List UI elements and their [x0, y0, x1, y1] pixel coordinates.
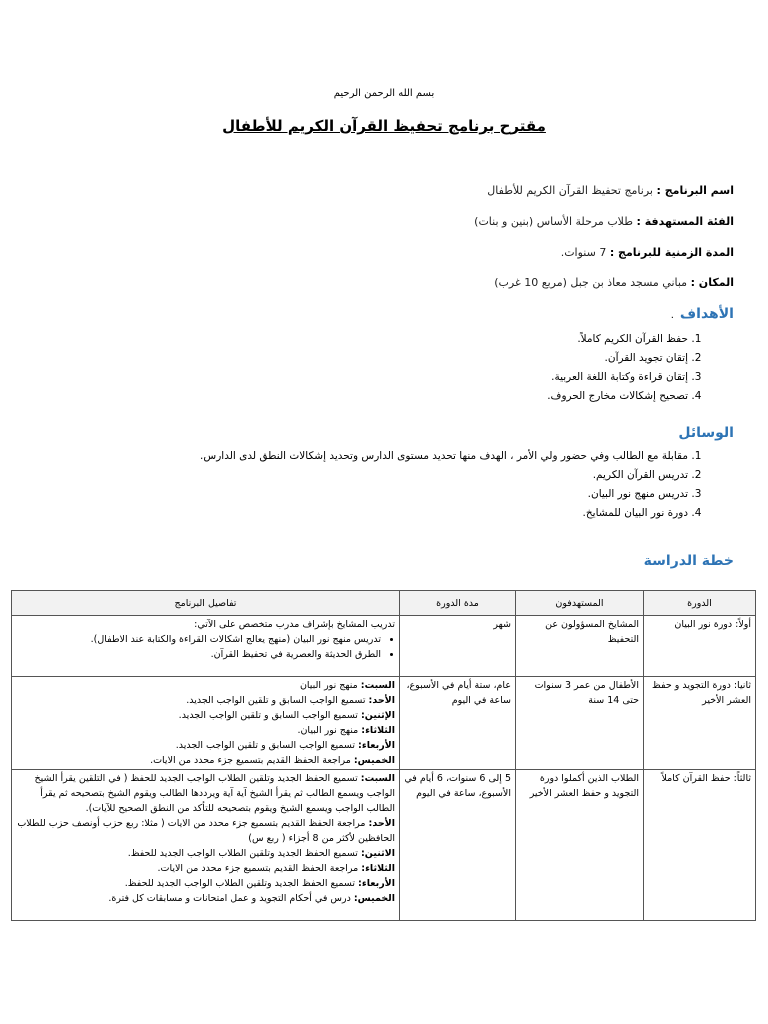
- program-name-value: برنامج تحفيظ القرآن الكريم للأطفال: [487, 184, 653, 197]
- target-group-label: الفئة المستهدفة :: [636, 215, 734, 228]
- goals-list: [40, 330, 708, 406]
- study-plan-table: [11, 590, 756, 921]
- table-header-row: [12, 591, 756, 616]
- day-text: درس في أحكام التجويد و عمل امتحانات و مسابقات كل فترة.: [108, 893, 351, 904]
- duration-cell: عام، ستة أيام في الأسبوع، ساعة في اليوم: [400, 677, 516, 770]
- details-cell: [12, 616, 400, 677]
- place-label: المكان :: [690, 276, 734, 289]
- list-item: • الطرق الحديثة والعصرية في تحفيظ القرآن.: [16, 647, 381, 662]
- day-label: الخميس:: [353, 755, 395, 766]
- day-label: الخميس:: [353, 893, 395, 904]
- list-item: 2. إتقان تجويد القرآن.: [40, 349, 688, 368]
- day-text: مراجعة الحفظ القديم بتسميع جزء محدد من الايات ( مثلا: ربع حزب أونصف حزب للطلاب الحافظين لأكثر من 8 أجزاء ( ربع س): [17, 818, 395, 844]
- schedule-line: [16, 723, 395, 738]
- schedule-line: [16, 816, 395, 846]
- program-name-line: [40, 184, 734, 197]
- table-row: [12, 770, 756, 921]
- document-title: مقترح برنامج تحفيظ القرآن الكريم للأطفال: [222, 117, 546, 135]
- column-header: الدورة: [644, 591, 756, 616]
- day-text: تسميع الحفظ الجديد وتلقين الطلاب الواجب الجديد للحفظ.: [124, 878, 356, 889]
- day-label: الإثنين:: [360, 710, 395, 721]
- list-item: 1. مقابلة مع الطالب وفي حضور ولي الأمر ، الهدف منها تحديد مستوى الدارس وتحديد إشكالات النطق لدى الدارس.: [40, 447, 688, 466]
- day-text: منهج نور البيان: [299, 680, 358, 691]
- schedule-line: [16, 708, 395, 723]
- list-item: 3. تدريس منهج نور البيان.: [40, 485, 688, 504]
- day-label: الأحد:: [368, 695, 395, 706]
- duration-cell: شهر: [400, 616, 516, 677]
- details-bullets: [16, 632, 395, 662]
- study-plan-heading: خطة الدراسة: [643, 553, 734, 569]
- day-text: تسميع الواجب السابق و تلقين الواجب الجديد.: [186, 695, 366, 706]
- target-cell: الطلاب الذين أكملوا دورة التجويد و حفظ العشر الأخير: [516, 770, 644, 921]
- target-group-line: [40, 215, 734, 228]
- column-header: تفاصيل البرنامج: [12, 591, 400, 616]
- duration-label: المدة الزمنية للبرنامج :: [609, 246, 734, 259]
- day-label: الثلاثاء:: [361, 725, 395, 736]
- details-cell: [12, 677, 400, 770]
- column-header: مدة الدورة: [400, 591, 516, 616]
- day-text: تسميع الواجب السابق و تلقين الواجب الجديد.: [175, 740, 356, 751]
- schedule-line: [16, 846, 395, 861]
- course-cell: ثانيا: دورة التجويد و حفظ العشر الأخير: [644, 677, 756, 770]
- day-label: الاثنين:: [360, 848, 395, 859]
- day-text: منهج نور البيان.: [297, 725, 359, 736]
- target-cell: المشايخ المسؤولون عن التحفيظ: [516, 616, 644, 677]
- schedule-line: [16, 753, 395, 768]
- schedule-line: [16, 771, 395, 816]
- day-text: مراجعة الحفظ القديم بتسميع جزء محدد من الايات.: [150, 755, 351, 766]
- schedule-line: [16, 876, 395, 891]
- list-item: 4. تصحيح إشكالات مخارج الحروف.: [40, 387, 688, 406]
- target-group-value: طلاب مرحلة الأساس (بنين و بنات): [474, 215, 633, 228]
- schedule-line: [16, 678, 395, 693]
- target-cell: الأطفال من عمر 3 سنوات حتى 14 سنة: [516, 677, 644, 770]
- day-label: الثلاثاء:: [361, 863, 395, 874]
- day-text: مراجعة الحفظ القديم بتسميع جزء محدد من الايات.: [157, 863, 359, 874]
- course-cell: ثالثاً: حفظ القرآن كاملاً: [644, 770, 756, 921]
- goals-heading: الأهداف.: [670, 306, 734, 322]
- list-item: 2. تدريس القرآن الكريم.: [40, 466, 688, 485]
- day-text: تسميع الواجب السابق و تلقين الواجب الجديد.: [178, 710, 358, 721]
- duration-value: 7 سنوات.: [560, 246, 607, 259]
- means-list: [40, 447, 708, 523]
- program-name-label: اسم البرنامج :: [656, 184, 734, 197]
- day-text: تسميع الحفظ الجديد وتلقين الطلاب الواجب الجديد للحفظ ( في التلقين يقرأ الشيخ الواجب ويسمع الطالب ثم يقرأ الشيخ آية آية ويرددها الطالب ويقوم الشيخ بتصحيحه ثم يقرأ الطالب الواجب ويسمع الشيخ ويقوم بتصحيحه للتأكد من النطق الصحيح للآيات).: [34, 773, 395, 814]
- place-value: مباني مسجد معاذ بن جبل (مربع 10 غرب): [494, 276, 688, 289]
- column-header: المستهدفون: [516, 591, 644, 616]
- schedule-line: [16, 738, 395, 753]
- day-label: الأربعاء:: [358, 878, 395, 889]
- list-item: 1. حفظ القرآن الكريم كاملاً.: [40, 330, 688, 349]
- list-item: 4. دورة نور البيان للمشايخ.: [40, 504, 688, 523]
- schedule-line: [16, 891, 395, 906]
- day-label: السبت:: [360, 773, 395, 784]
- duration-line: [40, 246, 734, 259]
- details-intro: تدريب المشايخ بإشراف مدرب متخصص على الآتي:: [194, 619, 395, 630]
- list-item: 3. إتقان قراءة وكتابة اللغة العربية.: [40, 368, 688, 387]
- day-label: الأربعاء:: [358, 740, 395, 751]
- course-cell: أولاً: دورة نور البيان: [644, 616, 756, 677]
- means-heading: الوسائل: [678, 425, 734, 441]
- place-line: [40, 276, 734, 289]
- table-row: [12, 616, 756, 677]
- schedule-line: [16, 861, 395, 876]
- schedule-line: [16, 693, 395, 708]
- day-text: تسميع الحفظ الجديد وتلقين الطلاب الواجب الجديد للحفظ.: [127, 848, 358, 859]
- details-cell: [12, 770, 400, 921]
- duration-cell: 5 إلى 6 سنوات، 6 أيام في الأسبوع، ساعة في اليوم: [400, 770, 516, 921]
- list-item: • تدريس منهج نور البيان (منهج يعالج اشكالات القراءة والكتابة عند الاطفال).: [16, 632, 381, 647]
- basmala: بسم الله الرحمن الرحيم: [333, 88, 435, 99]
- day-label: الأحد:: [368, 818, 395, 829]
- day-label: السبت:: [360, 680, 395, 691]
- table-row: [12, 677, 756, 770]
